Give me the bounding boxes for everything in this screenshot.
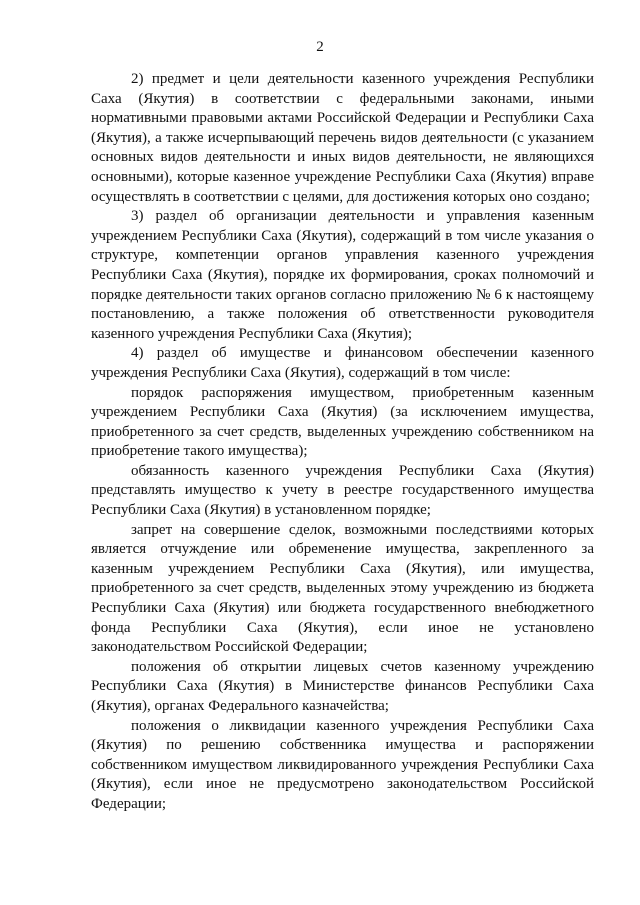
- page-number: 2: [316, 39, 324, 55]
- document-body: [91, 70, 594, 815]
- paragraph-liquidation: положения о ликвидации казенного учреждения Республики Саха (Якутия) по решению собственника имущества и распоряжении собственником имуществом ликвидированного учреждения Республики Саха (Якутия), если иное не предусмотрено законодательством Российской Федерации;: [91, 717, 594, 812]
- paragraph-property-disposal-procedure: порядок распоряжения имуществом, приобретенным казенным учреждением Республики Саха (Якутия) (за исключением имущества, приобретенного за счет средств, выделенных учреждению собственником на приобретение такого имущества);: [91, 384, 594, 460]
- paragraph-personal-accounts: положения об открытии лицевых счетов казенному учреждению Республики Саха (Якутия) в Министерстве финансов Республики Саха (Якутия), органах Федерального казначейства;: [91, 658, 594, 714]
- paragraph-item-3-organization-section: 3) раздел об организации деятельности и управления казенным учреждением Республики Саха (Якутия), содержащий в том числе указания о структуре, компетенции органов управления казенного учреждения Республики Саха (Якутия), порядке их формирования, сроках полномочий и порядке деятельности таких органов согласно приложению № 6 к настоящему постановлению, а также положения об ответственности руководителя казенного учреждения Республики Саха (Якутия);: [91, 208, 594, 342]
- paragraph-property-registry-duty: обязанность казенного учреждения Республики Саха (Якутия) представлять имущество к учету в реестре государственного имущества Республики Саха (Якутия) в установленном порядке;: [91, 462, 594, 519]
- paragraph-transaction-ban: запрет на совершение сделок, возможными последствиями которых является отчуждение или обременение имущества, закрепленного за казенным учреждением Республики Саха (Якутия), или имущества, приобретенного за счет средств, выделенных этому учреждению из бюджета Республики Саха (Якутия) или бюджета государственного внебюджетного фонда Республики Саха (Якутия), если иное не установлено законодательством Российской Федерации;: [91, 521, 594, 656]
- paragraph-item-2-subject-and-goals: 2) предмет и цели деятельности казенного учреждения Республики Саха (Якутия) в соответствии с федеральными законами, иными нормативными правовыми актами Российской Федерации и Республики Саха (Якутия), а также исчерпывающий перечень видов деятельности (с указанием основных видов деятельности и иных видов деятельности, не являющихся основными), которые казенное учреждение Республики Саха (Якутия) вправе осуществлять в соответствии с целями, для достижения которых оно создано;: [91, 71, 594, 205]
- paragraph-item-4-property-section: 4) раздел об имуществе и финансовом обеспечении казенного учреждения Республики Саха (Якутия), содержащий в том числе:: [91, 345, 594, 381]
